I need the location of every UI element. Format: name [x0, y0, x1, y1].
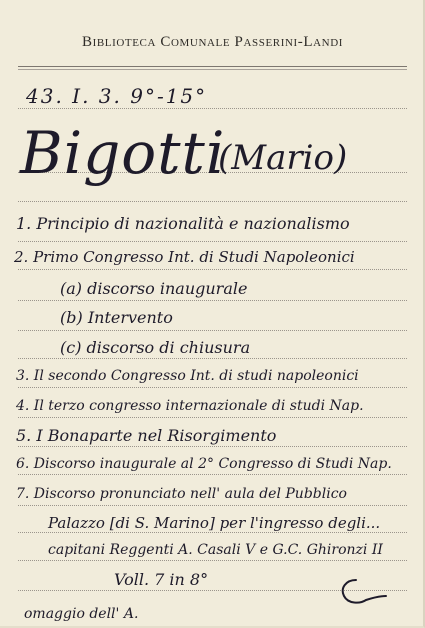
header-rule-secondary	[18, 69, 407, 70]
entry-7-continued: Palazzo [di S. Marino] per l'ingresso degli...	[48, 514, 381, 532]
entry-3: 3. Il secondo Congresso Int. di studi napoleonici	[16, 368, 359, 384]
ruled-line	[18, 269, 407, 270]
ruled-line	[18, 474, 407, 475]
ruled-line	[18, 417, 407, 418]
ruled-line	[18, 446, 407, 447]
entry-2a: (a) discorso inaugurale	[60, 279, 248, 298]
entry-5: 5. I Bonaparte nel Risorgimento	[16, 426, 277, 445]
gift-note: omaggio dell' A.	[24, 606, 139, 622]
entry-2b: (b) Intervento	[60, 308, 173, 327]
ruled-line	[18, 505, 407, 506]
ruled-line	[18, 241, 407, 242]
ruled-line	[18, 300, 407, 301]
ruled-line	[18, 330, 407, 331]
volumes-note: Voll. 7 in 8°	[114, 570, 209, 589]
signature-flourish-icon	[336, 574, 388, 610]
author-surname: Bigotti	[20, 119, 226, 187]
header-rule	[18, 66, 407, 67]
ruled-line	[18, 108, 407, 109]
entry-2c: (c) discorso di chiusura	[60, 338, 251, 357]
ruled-line	[18, 358, 407, 359]
entry-7-continued-2: capitani Reggenti A. Casali V e G.C. Ghironzi II	[48, 542, 383, 558]
entry-6: 6. Discorso inaugurale al 2° Congresso di Studi Nap.	[16, 456, 392, 472]
shelfmark: 43. I. 3. 9°-15°	[26, 84, 208, 108]
ruled-line	[18, 201, 407, 202]
entry-7: 7. Discorso pronunciato nell' aula del Pubblico	[16, 486, 347, 502]
ruled-line	[18, 532, 407, 533]
entry-4: 4. Il terzo congresso internazionale di studi Nap.	[16, 398, 364, 414]
entry-1: 1. Principio di nazionalità e nazionalismo	[16, 214, 350, 233]
ruled-line	[18, 560, 407, 561]
library-header: Biblioteca Comunale Passerini-Landi	[81, 34, 344, 50]
entry-2: 2. Primo Congresso Int. di Studi Napoleonici	[14, 248, 355, 266]
ruled-line	[18, 387, 407, 388]
author-firstname: (Mario)	[218, 138, 348, 178]
